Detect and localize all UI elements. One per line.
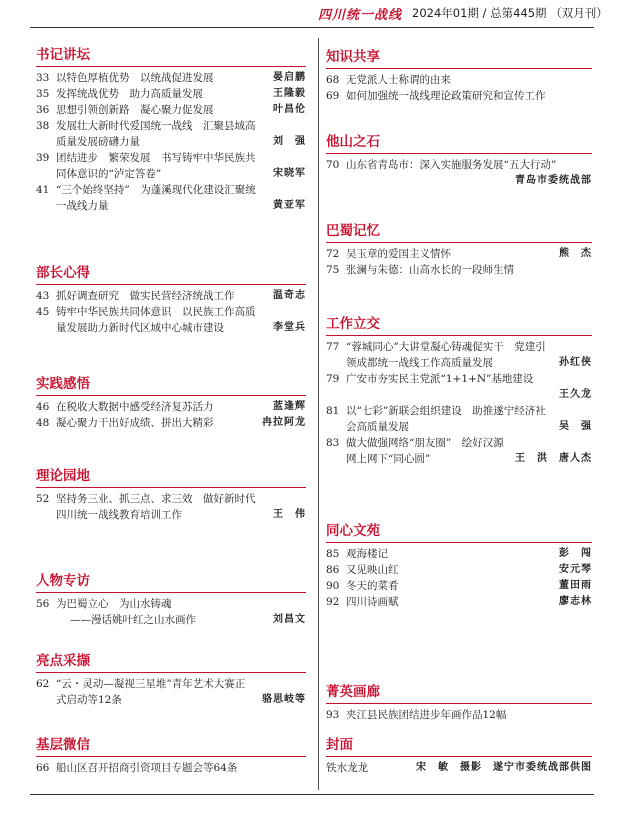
author-name: 王隆毅: [269, 86, 306, 102]
article-title: 在税收大数据中感受经济复苏活力: [56, 401, 214, 413]
section-rule: [36, 672, 306, 673]
toc-entry: [36, 86, 306, 102]
page-number: 85: [326, 548, 340, 560]
section-rule: [36, 395, 306, 396]
article-title: “云・灵动—凝视三星堆”青年艺术大赛正式启动等12条: [56, 678, 246, 706]
toc-section: [326, 222, 592, 278]
article-title: 船山区召开招商引资项目专题会等64条: [56, 762, 238, 774]
section-rule: [326, 756, 592, 757]
page-number: 33: [36, 72, 50, 84]
toc-entry: [326, 403, 592, 435]
cover-credit-line: [326, 760, 592, 776]
article-title: 广安市夯实民主党派“1+1+N”基地建设: [346, 373, 534, 385]
toc-entry: [36, 399, 306, 415]
toc-subtitle: [36, 612, 306, 628]
toc-entry: [36, 304, 306, 336]
toc-section: [326, 315, 592, 467]
page-number: 56: [36, 598, 50, 610]
page-number: 79: [326, 373, 340, 385]
page-number: 72: [326, 248, 340, 260]
author-name: 王久龙: [326, 387, 592, 403]
cover-title: 铁水龙龙: [326, 762, 368, 774]
page-number: 66: [36, 762, 50, 774]
author-name: 董田雨: [555, 578, 592, 594]
article-title: 思想引领创新路 凝心聚力促发展: [56, 104, 214, 116]
page-number: 52: [36, 493, 50, 505]
author-name: 彭 闯: [555, 546, 592, 562]
section-title: 巴蜀记忆: [326, 223, 380, 239]
section-title: 基层微信: [36, 737, 90, 753]
page-number: 48: [36, 417, 50, 429]
page-header: [0, 0, 624, 26]
toc-section: [326, 522, 592, 610]
toc-section: [36, 264, 306, 336]
section-rule: [326, 68, 592, 69]
section-title: 实践感悟: [36, 376, 90, 392]
page-number: 69: [326, 90, 340, 102]
toc-entry: [326, 72, 592, 88]
page-number: 41: [36, 184, 50, 196]
toc-section: [36, 736, 306, 776]
article-title: 以特色厚植优势 以统战促进发展: [56, 72, 214, 84]
author-name: 黄亚军: [269, 198, 306, 214]
page-number: 45: [36, 306, 50, 318]
page-number: 77: [326, 341, 340, 353]
article-title: 观海楼记: [346, 548, 388, 560]
article-title: “三个始终坚持” 为蓬溪现代化建设汇聚统一战线力量: [56, 184, 256, 212]
toc-section: [36, 375, 306, 431]
section-rule: [326, 335, 592, 336]
page-number: 35: [36, 88, 50, 100]
section-rule: [36, 66, 306, 67]
page-number: 92: [326, 596, 340, 608]
article-title: 冬天的菜肴: [346, 580, 399, 592]
page-number: 93: [326, 709, 340, 721]
page-number: 86: [326, 564, 340, 576]
section-title: 理论园地: [36, 468, 90, 484]
cover-image-credit: 遂宁市委统战部供图: [493, 762, 592, 773]
toc-entry: [326, 339, 592, 371]
toc-entry: [326, 578, 592, 594]
author-name: 刘昌文: [273, 614, 306, 625]
article-subtitle: ——漫话姚叶红之山水画作: [70, 614, 196, 626]
toc-entry: [36, 415, 306, 431]
section-title: 人物专访: [36, 573, 90, 589]
toc-section: [326, 48, 592, 104]
article-title: 凝心聚力干出好成绩、拼出大精彩: [56, 417, 214, 429]
author-name: 温奇志: [269, 288, 306, 304]
toc-section: [36, 467, 306, 523]
toc-entry: [36, 596, 306, 612]
toc-section: [36, 572, 306, 628]
article-title: 发挥统战优势 助力高质量发展: [56, 88, 203, 100]
section-rule: [326, 153, 592, 154]
section-rule: [36, 756, 306, 757]
toc-entry: [36, 760, 306, 776]
article-title: 团结进步 繁荣发展 书写铸牢中华民族共同体意识的“泸定答卷”: [56, 152, 256, 180]
article-title: 坚持务三业、抓三点、求三效 做好新时代四川统一战线教育培训工作: [56, 493, 256, 521]
page-number: 46: [36, 401, 50, 413]
section-title: 知识共享: [326, 49, 380, 65]
toc-entry: [36, 288, 306, 304]
author-name: 青岛市委统战部: [326, 173, 592, 189]
section-title: 他山之石: [326, 134, 380, 150]
toc-section: [36, 46, 306, 214]
author-name: 李堂兵: [269, 320, 306, 336]
toc-section: [326, 133, 592, 189]
article-title: 吴玉章的爱国主义情怀: [346, 248, 451, 260]
toc-entry: [326, 594, 592, 610]
article-title: 山东省青岛市：深入实施服务发展“五大行动”: [346, 159, 557, 171]
author-name: 蓝逢辉: [269, 399, 306, 415]
author-name: 王 洪 唐人杰: [511, 451, 592, 467]
page-number: 70: [326, 159, 340, 171]
toc-entry: [326, 562, 592, 578]
toc-entry: [326, 435, 592, 467]
page-number: 68: [326, 74, 340, 86]
page-number: 90: [326, 580, 340, 592]
article-title: 张澜与朱德：山高水长的一段师生情: [346, 264, 514, 276]
toc-section: [36, 652, 306, 708]
toc-entry: [326, 371, 592, 403]
page-number: 43: [36, 290, 50, 302]
section-title: 工作立交: [326, 316, 380, 332]
article-title: 做大做强网络“朋友圈” 绘好汉源网上网下“同心圆”: [346, 437, 504, 465]
page-number: 83: [326, 437, 340, 449]
article-title: 如何加强统一战线理论政策研究和宣传工作: [346, 90, 546, 102]
author-name: 骆思岐等: [258, 692, 306, 708]
section-rule: [326, 542, 592, 543]
author-name: 刘 强: [269, 134, 306, 150]
toc-entry: [36, 102, 306, 118]
article-title: 四川诗画赋: [346, 596, 399, 608]
author-name: 晏启鹏: [269, 70, 306, 86]
page-number: 81: [326, 405, 340, 417]
article-title: 又见映山红: [346, 564, 399, 576]
section-title: 书记讲坛: [36, 47, 90, 63]
toc-entry: [326, 262, 592, 278]
issue-info: 2024年01期 / 总第445期 （双月刊）: [412, 6, 608, 20]
author-name: 孙红侠: [555, 355, 592, 371]
article-title: 抓好调查研究 做实民营经济统战工作: [56, 290, 235, 302]
magazine-brand: 四川统一战线: [318, 8, 403, 23]
section-title: 同心文苑: [326, 523, 380, 539]
toc-entry: [36, 70, 306, 86]
section-rule: [326, 242, 592, 243]
section-title: 菁英画廊: [326, 684, 380, 700]
article-title: 夹江县民族团结进步年画作品12幅: [346, 709, 507, 721]
toc-entry: [326, 546, 592, 562]
toc-section: [326, 736, 592, 776]
section-title: 部长心得: [36, 265, 90, 281]
section-rule: [36, 592, 306, 593]
section-title: 封面: [326, 737, 353, 753]
page-number: 36: [36, 104, 50, 116]
toc-entry: [36, 491, 306, 523]
toc-entry: [36, 118, 306, 150]
author-name: 安元琴: [555, 562, 592, 578]
page-number: 38: [36, 120, 50, 132]
author-name: 宋晓军: [269, 166, 306, 182]
toc-entry: [36, 676, 306, 708]
footer-rule: [30, 794, 594, 795]
toc-entry: [326, 88, 592, 104]
section-rule: [36, 487, 306, 488]
toc-entry: [326, 707, 592, 723]
article-title: 发展壮大新时代爱国统一战线 汇聚县域高质量发展磅礴力量: [56, 120, 256, 148]
section-rule: [326, 703, 592, 704]
toc-entry: [326, 157, 592, 189]
author-name: 叶昌伦: [269, 102, 306, 118]
page-number: 62: [36, 678, 50, 690]
article-title: 无党派人士称谓的由来: [346, 74, 451, 86]
toc-entry: [36, 150, 306, 182]
author-name: 吴 强: [555, 419, 592, 435]
toc-entry: [36, 182, 306, 214]
toc-section: [326, 683, 592, 723]
author-name: 熊 杰: [555, 246, 592, 262]
page-number: 75: [326, 264, 340, 276]
cover-photographer: 宋 敏 摄影: [416, 762, 482, 773]
header-rule: [30, 27, 594, 28]
author-name: 王 伟: [269, 507, 306, 523]
article-title: “蓉城同心”大讲堂凝心铸魂促实干 党建引领成都统一战线工作高质量发展: [346, 341, 546, 369]
author-name: 廖志林: [555, 594, 592, 610]
toc-entry: [326, 246, 592, 262]
section-title: 亮点采撷: [36, 653, 90, 669]
article-title: 铸牢中华民族共同体意识 以民族工作高质量发展助力新时代区域中心城市建设: [56, 306, 256, 334]
author-name: 冉拉阿龙: [258, 415, 306, 431]
section-rule: [36, 284, 306, 285]
page-number: 39: [36, 152, 50, 164]
article-title: 以“七彩”新联会组织建设 助推遂宁经济社会高质量发展: [346, 405, 546, 433]
column-divider: [318, 38, 319, 790]
article-title: 为巴蜀立心 为山水铸魂: [56, 598, 172, 610]
